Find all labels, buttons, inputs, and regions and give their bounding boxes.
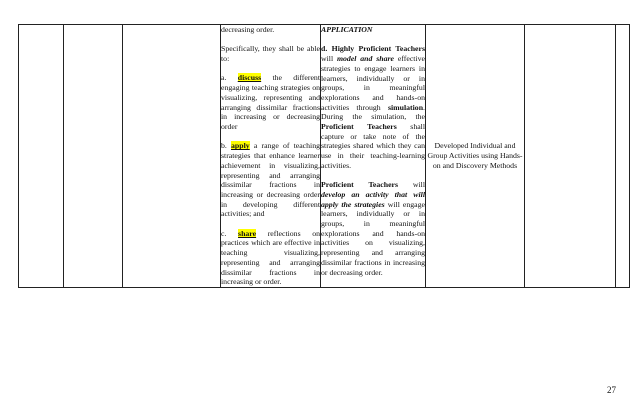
application-d: d. Highly Proficient Teachers will model and share effective strategies to engage learners in learners, individually or in groups, in meaningful explorations and hands-on activities through simulation. During the simulation, the Proficient Teachers shall capture or take note of the strategies shared which they can use in their teaching-learning activities. <box>321 44 426 170</box>
application-e: Proficient Teachers will develop an activity that will apply the strategies will engage learners, individually or in groups, in meaningful explorations and hands-on activities on visualizing, representing and arranging dissimilar fractions in increasing or decreasing order. <box>321 180 426 277</box>
table-row <box>19 25 630 288</box>
objectives-specifically: Specifically, they shall be able to: <box>221 44 320 64</box>
verb-share: share <box>238 228 257 238</box>
plan-table <box>18 24 630 288</box>
objective-b: b. apply a range of teaching strategies that enhance learner achievement in visualizing, representing and arranging dissimilar fractions in increasing or decreasing order in developing different activities; and <box>221 141 321 219</box>
application-heading: APPLICATION <box>321 25 373 34</box>
page-number: 27 <box>607 385 616 395</box>
method-text: Developed Individual and Group Activities using Hands-on and Discovery Methods <box>427 141 523 170</box>
objectives-intro: decreasing order. <box>221 25 275 34</box>
empty-cell-7 <box>525 25 616 288</box>
objective-c: c. share reflections on practices which are effective in teaching visualizing, representing and arranging dissimilar fractions in increasing or order. <box>221 228 321 287</box>
verb-apply: apply <box>231 141 250 151</box>
application-cell <box>321 25 426 288</box>
objective-a: a. discuss the different engaging teaching strategies on visualizing, representing and arranging dissimilar fractions in increasing or decreasing order <box>221 73 320 131</box>
verb-discuss: discuss <box>237 73 262 83</box>
empty-cell-3 <box>123 25 221 288</box>
method-cell <box>426 25 525 288</box>
empty-cell-8 <box>616 25 630 288</box>
empty-cell-1 <box>19 25 64 288</box>
objectives-cell <box>221 25 321 288</box>
empty-cell-2 <box>64 25 123 288</box>
